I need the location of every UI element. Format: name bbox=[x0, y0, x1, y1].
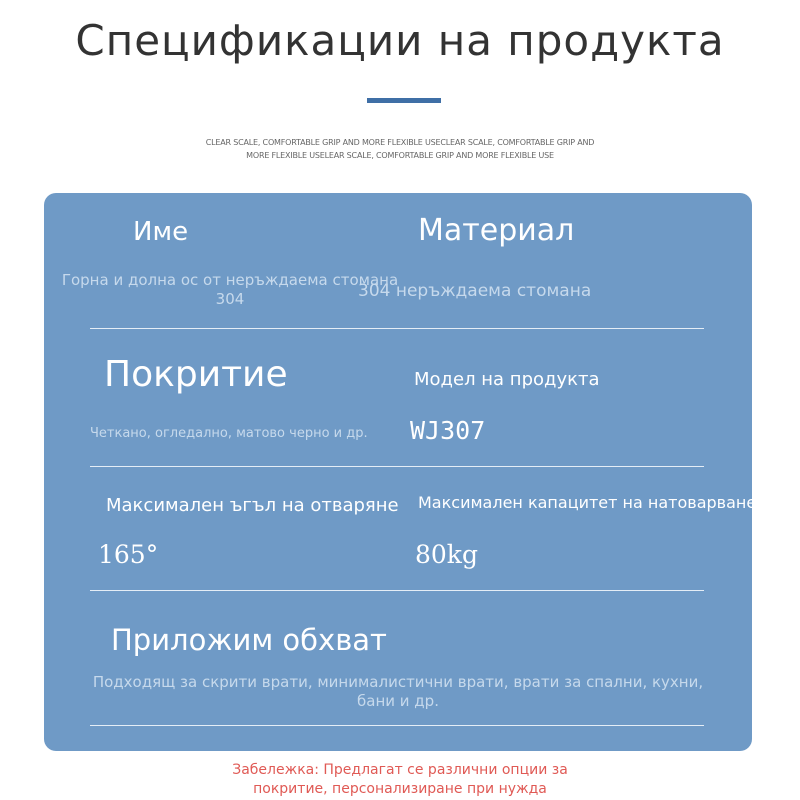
divider bbox=[90, 725, 704, 726]
title-underline bbox=[367, 98, 441, 103]
page-subtitle: CLEAR SCALE, COMFORTABLE GRIP AND MORE FLEXIBLE USECLEAR SCALE, COMFORTABLE GRIP AND MORE FLEXIBLE USELEAR SCALE, COMFORTABLE GRIP AND MORE FLEXIBLE USE bbox=[205, 138, 595, 160]
name-label: Име bbox=[133, 217, 189, 247]
divider bbox=[90, 590, 704, 591]
scope-value: Подходящ за скрити врати, минималистични врати, врати за спални, кухни, бани и др. bbox=[92, 673, 704, 710]
coating-label: Покритие bbox=[104, 354, 288, 395]
angle-label: Максимален ъгъл на отваряне bbox=[106, 495, 399, 516]
load-label: Максимален капацитет на натоварване bbox=[418, 493, 757, 512]
footer-note: Забележка: Предлагат се различни опции за покритие, персонализиране при нужда bbox=[232, 762, 568, 797]
scope-label: Приложим обхват bbox=[111, 623, 387, 657]
load-value: 80kg bbox=[415, 540, 478, 569]
divider bbox=[90, 466, 704, 467]
page-title: Спецификации на продукта bbox=[75, 16, 725, 65]
angle-value: 165° bbox=[98, 540, 159, 569]
coating-value: Четкано, огледално, матово черно и др. bbox=[90, 426, 368, 441]
specs-panel bbox=[44, 193, 757, 751]
model-value: WJ307 bbox=[410, 416, 486, 445]
divider bbox=[90, 328, 704, 329]
model-label: Модел на продукта bbox=[414, 369, 600, 390]
name-value: Горна и долна ос от неръждаема стомана 304 bbox=[61, 271, 399, 308]
material-label: Материал bbox=[418, 213, 575, 248]
material-value: 304 неръждаема стомана bbox=[358, 281, 592, 301]
